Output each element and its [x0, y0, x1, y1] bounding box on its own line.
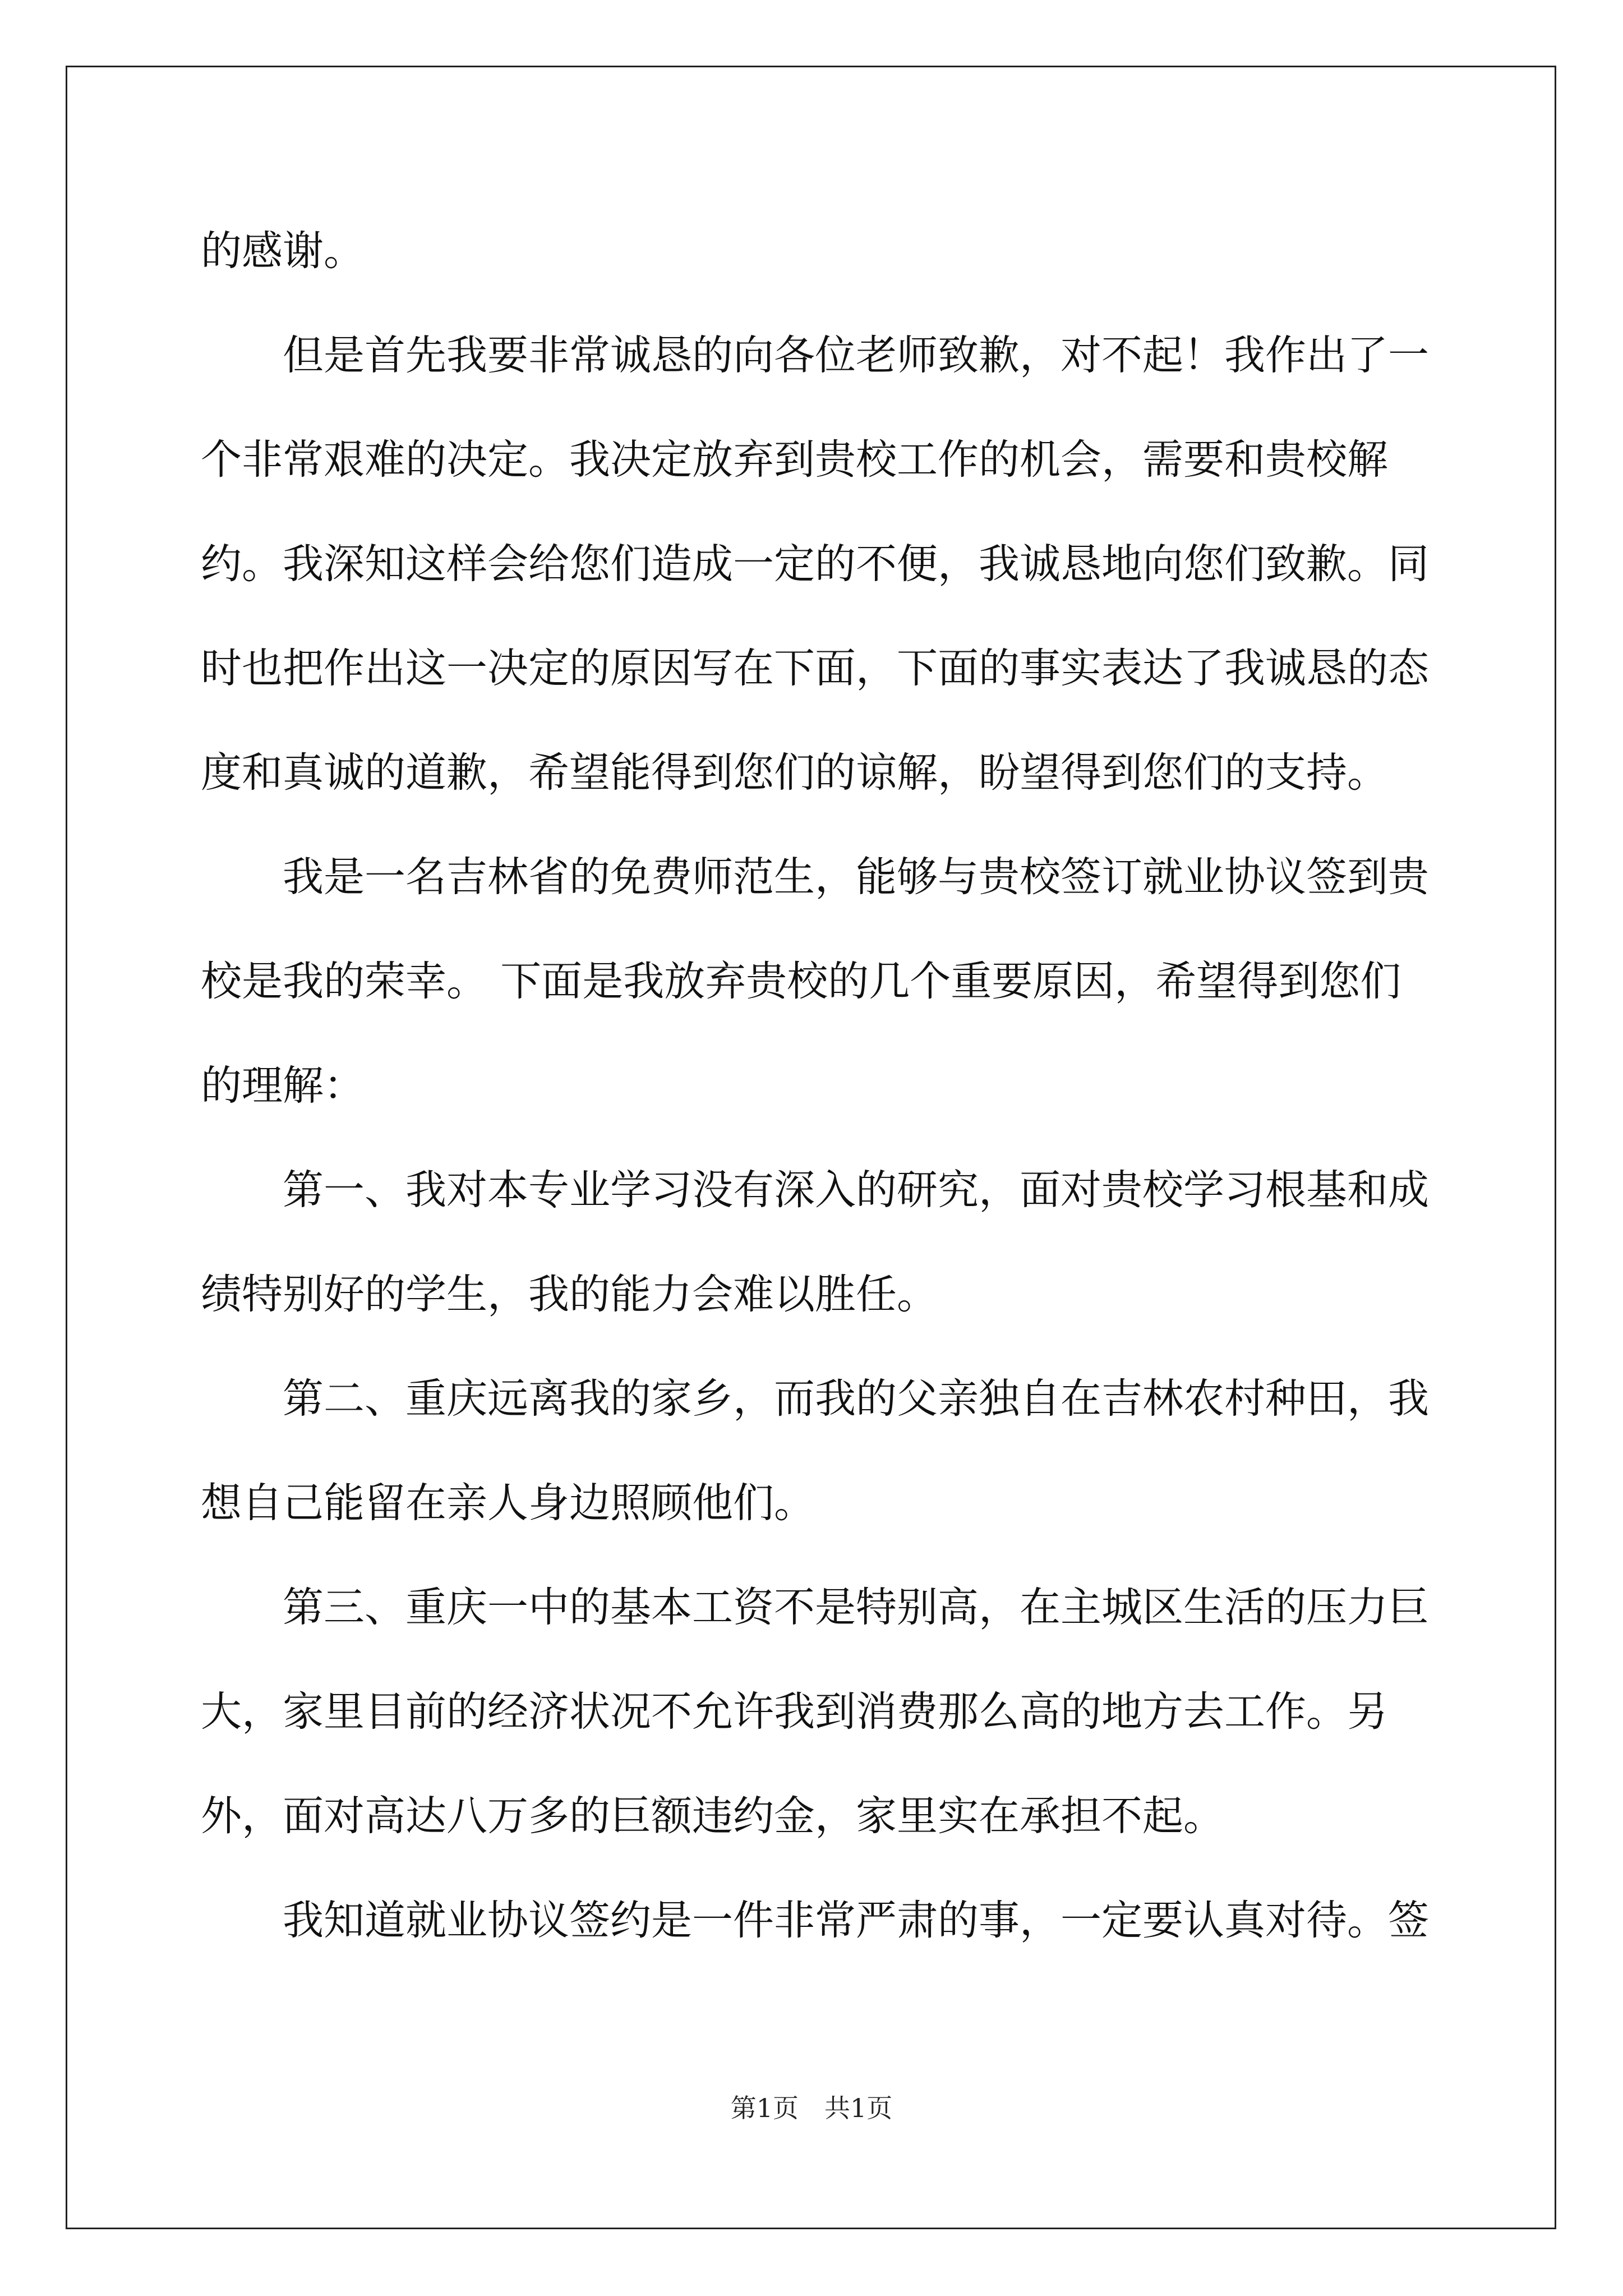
page-number-footer: 第1页 共1页: [730, 2093, 893, 2123]
document-body: [201, 199, 1430, 1973]
paragraph-6: 第三、重庆一中的基本工资不是特别高，在主城区生活的压力巨大，家里目前的经济状况不允许我到消费那么高的地方去工作。另外，面对高达八万多的巨额违约金，家里实在承担不起。: [201, 1584, 1429, 1840]
paragraph-2: 但是首先我要非常诚恳的向各位老师致歉，对不起！我作出了一个非常艰难的决定。我决定放弃到贵校工作的机会，需要和贵校解约。我深知这样会给您们造成一定的不便，我诚恳地向您们致歉。同时也把作出这一决定的原因写在下面，下面的事实表达了我诚恳的态度和真诚的道歉，希望能得到您们的谅解，盼望得到您们的支持。: [201, 332, 1429, 797]
paragraph-7: 我知道就业协议签约是一件非常严肃的事，一定要认真对待。签: [283, 1897, 1429, 1944]
paragraph-3: 我是一名吉林省的免费师范生，能够与贵校签订就业协议签到贵校是我的荣幸。 下面是我放弃贵校的几个重要原因，希望得到您们的理解：: [201, 853, 1429, 1110]
paragraph-1: 的感谢。: [201, 227, 365, 275]
paragraph-4: 第一、我对本专业学习没有深入的研究，面对贵校学习根基和成绩特别好的学生，我的能力会难以胜任。: [201, 1166, 1429, 1318]
paragraph-5: 第二、重庆远离我的家乡，而我的父亲独自在吉林农村种田，我想自己能留在亲人身边照顾他们。: [201, 1375, 1429, 1527]
